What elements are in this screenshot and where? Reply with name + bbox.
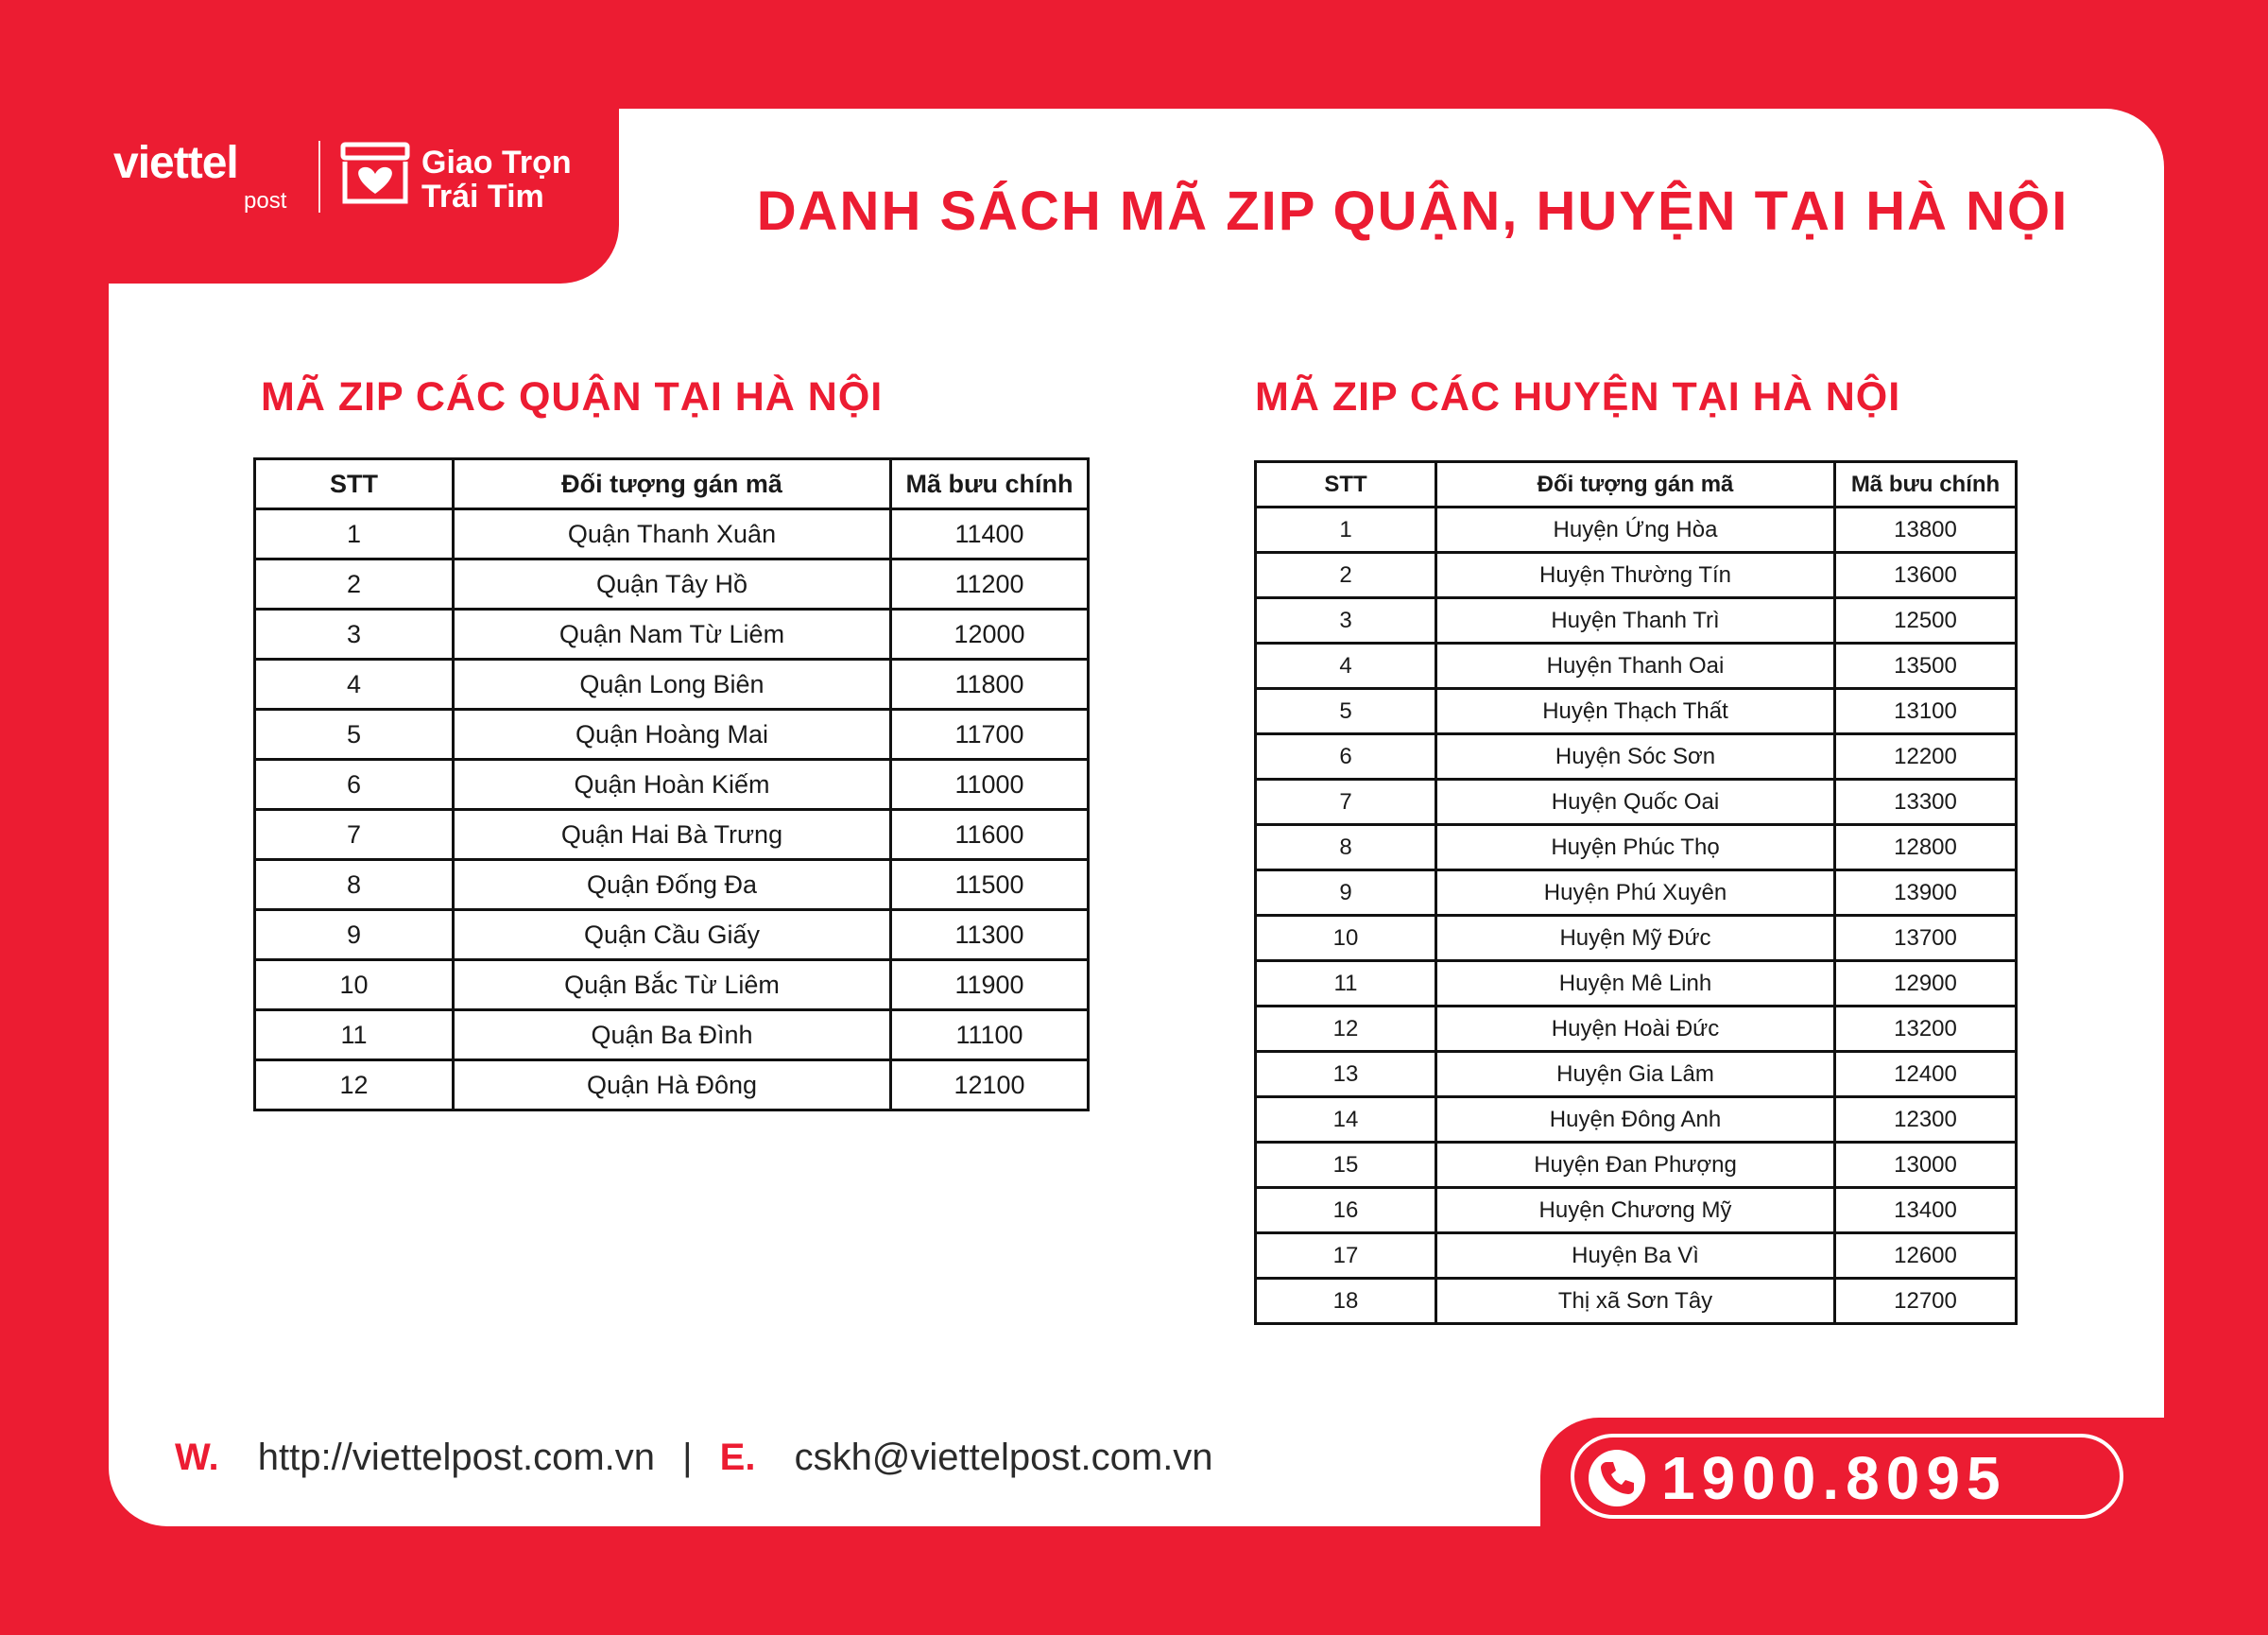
code-cell: 13100 <box>1835 689 2017 734</box>
slogan-line-1: Giao Trọn <box>421 145 572 181</box>
table-row <box>255 509 1089 559</box>
header-code: Mã bưu chính <box>1835 462 2017 508</box>
districts-title: MÃ ZIP CÁC QUẬN TẠI HÀ NỘI <box>261 374 884 420</box>
header-name: Đối tượng gán mã <box>1436 462 1835 508</box>
code-cell: 11800 <box>891 660 1089 710</box>
hotline-badge[interactable] <box>1571 1434 2123 1519</box>
logo-text: viettel <box>113 138 238 188</box>
table-row <box>255 1060 1089 1110</box>
email-link[interactable]: cskh@viettelpost.com.vn <box>794 1437 1213 1478</box>
header-code: Mã bưu chính <box>891 459 1089 509</box>
name-cell: Thị xã Sơn Tây <box>1436 1279 1835 1324</box>
stt-cell: 8 <box>255 860 454 910</box>
name-cell: Huyện Quốc Oai <box>1436 780 1835 825</box>
table-row <box>1256 689 2017 734</box>
stt-cell: 11 <box>1256 961 1436 1007</box>
stt-cell: 9 <box>1256 870 1436 916</box>
name-cell: Huyện Mê Linh <box>1436 961 1835 1007</box>
name-cell: Huyện Thanh Oai <box>1436 644 1835 689</box>
rural-table <box>1254 460 2018 1325</box>
table-row <box>1256 1233 2017 1279</box>
footer-separator: | <box>682 1437 693 1478</box>
table-row <box>1256 1188 2017 1233</box>
code-cell: 11100 <box>891 1010 1089 1060</box>
stt-cell: 1 <box>255 509 454 559</box>
name-cell: Quận Hoàng Mai <box>454 710 891 760</box>
name-cell: Huyện Sóc Sơn <box>1436 734 1835 780</box>
table-row <box>1256 1097 2017 1143</box>
name-cell: Quận Cầu Giấy <box>454 910 891 960</box>
name-cell: Quận Đống Đa <box>454 860 891 910</box>
code-cell: 11300 <box>891 910 1089 960</box>
code-cell: 11600 <box>891 810 1089 860</box>
page-title: DANH SÁCH MÃ ZIP QUẬN, HUYỆN TẠI HÀ NỘI <box>756 181 2070 242</box>
logo-sub: post <box>244 188 287 214</box>
code-cell: 13700 <box>1835 916 2017 961</box>
table-row <box>255 760 1089 810</box>
stt-cell: 6 <box>255 760 454 810</box>
table-row <box>1256 825 2017 870</box>
email-label: E. <box>719 1437 756 1478</box>
code-cell: 11700 <box>891 710 1089 760</box>
name-cell: Huyện Thạch Thất <box>1436 689 1835 734</box>
name-cell: Huyện Ba Vì <box>1436 1233 1835 1279</box>
name-cell: Quận Long Biên <box>454 660 891 710</box>
table-row <box>1256 916 2017 961</box>
table-row <box>1256 508 2017 553</box>
stt-cell: 14 <box>1256 1097 1436 1143</box>
name-cell: Quận Tây Hồ <box>454 559 891 610</box>
web-label: W. <box>175 1437 219 1478</box>
stt-cell: 16 <box>1256 1188 1436 1233</box>
code-cell: 12700 <box>1835 1279 2017 1324</box>
stt-cell: 1 <box>1256 508 1436 553</box>
stt-cell: 10 <box>1256 916 1436 961</box>
stt-cell: 8 <box>1256 825 1436 870</box>
table-row <box>255 559 1089 610</box>
code-cell: 12400 <box>1835 1052 2017 1097</box>
code-cell: 11200 <box>891 559 1089 610</box>
viettel-post-logo <box>106 137 597 232</box>
code-cell: 12900 <box>1835 961 2017 1007</box>
phone-icon <box>1588 1449 1646 1507</box>
stt-cell: 7 <box>255 810 454 860</box>
name-cell: Huyện Chương Mỹ <box>1436 1188 1835 1233</box>
stt-cell: 17 <box>1256 1233 1436 1279</box>
stt-cell: 12 <box>255 1060 454 1110</box>
code-cell: 12300 <box>1835 1097 2017 1143</box>
stt-cell: 12 <box>1256 1007 1436 1052</box>
table-row <box>1256 734 2017 780</box>
stt-cell: 3 <box>1256 598 1436 644</box>
hotline-number: 1900.8095 <box>1661 1444 2007 1512</box>
table-row <box>1256 1052 2017 1097</box>
table-row <box>255 960 1089 1010</box>
code-cell: 11900 <box>891 960 1089 1010</box>
name-cell: Huyện Hoài Đức <box>1436 1007 1835 1052</box>
table-row <box>1256 870 2017 916</box>
code-cell: 13800 <box>1835 508 2017 553</box>
stt-cell: 13 <box>1256 1052 1436 1097</box>
stt-cell: 5 <box>255 710 454 760</box>
name-cell: Quận Hoàn Kiếm <box>454 760 891 810</box>
stt-cell: 6 <box>1256 734 1436 780</box>
name-cell: Huyện Đông Anh <box>1436 1097 1835 1143</box>
name-cell: Quận Nam Từ Liêm <box>454 610 891 660</box>
name-cell: Quận Hai Bà Trưng <box>454 810 891 860</box>
districts-table <box>253 457 1090 1111</box>
code-cell: 12800 <box>1835 825 2017 870</box>
name-cell: Huyện Phúc Thọ <box>1436 825 1835 870</box>
logo-divider <box>318 141 320 213</box>
website-link[interactable]: http://viettelpost.com.vn <box>257 1437 655 1478</box>
table-row <box>1256 1143 2017 1188</box>
table-row <box>255 710 1089 760</box>
table-row <box>1256 1007 2017 1052</box>
stt-cell: 15 <box>1256 1143 1436 1188</box>
header-stt: STT <box>255 459 454 509</box>
name-cell: Huyện Gia Lâm <box>1436 1052 1835 1097</box>
code-cell: 11000 <box>891 760 1089 810</box>
name-cell: Quận Bắc Từ Liêm <box>454 960 891 1010</box>
code-cell: 13300 <box>1835 780 2017 825</box>
code-cell: 13900 <box>1835 870 2017 916</box>
stt-cell: 2 <box>255 559 454 610</box>
table-row <box>255 1010 1089 1060</box>
table-row <box>1256 598 2017 644</box>
code-cell: 13600 <box>1835 553 2017 598</box>
table-row <box>1256 961 2017 1007</box>
header-stt: STT <box>1256 462 1436 508</box>
header-name: Đối tượng gán mã <box>454 459 891 509</box>
table-row <box>1256 644 2017 689</box>
stt-cell: 4 <box>1256 644 1436 689</box>
table-row <box>255 810 1089 860</box>
code-cell: 11500 <box>891 860 1089 910</box>
code-cell: 12500 <box>1835 598 2017 644</box>
rural-title: MÃ ZIP CÁC HUYỆN TẠI HÀ NỘI <box>1255 374 1901 420</box>
table-row <box>255 660 1089 710</box>
code-cell: 11400 <box>891 509 1089 559</box>
code-cell: 13200 <box>1835 1007 2017 1052</box>
heart-hands-logo-icon <box>337 139 413 209</box>
stt-cell: 4 <box>255 660 454 710</box>
table-header-row <box>1256 462 2017 508</box>
stt-cell: 2 <box>1256 553 1436 598</box>
slogan-line-2: Trái Tim <box>421 179 544 215</box>
stt-cell: 18 <box>1256 1279 1436 1324</box>
code-cell: 12600 <box>1835 1233 2017 1279</box>
footer-contact <box>175 1437 1213 1479</box>
table-row <box>255 610 1089 660</box>
name-cell: Quận Thanh Xuân <box>454 509 891 559</box>
stt-cell: 11 <box>255 1010 454 1060</box>
name-cell: Huyện Đan Phượng <box>1436 1143 1835 1188</box>
stt-cell: 10 <box>255 960 454 1010</box>
name-cell: Quận Ba Đình <box>454 1010 891 1060</box>
table-row <box>1256 1279 2017 1324</box>
code-cell: 13400 <box>1835 1188 2017 1233</box>
name-cell: Huyện Ứng Hòa <box>1436 508 1835 553</box>
stt-cell: 5 <box>1256 689 1436 734</box>
code-cell: 12200 <box>1835 734 2017 780</box>
stt-cell: 7 <box>1256 780 1436 825</box>
name-cell: Quận Hà Đông <box>454 1060 891 1110</box>
name-cell: Huyện Phú Xuyên <box>1436 870 1835 916</box>
code-cell: 12100 <box>891 1060 1089 1110</box>
stt-cell: 9 <box>255 910 454 960</box>
table-row <box>255 860 1089 910</box>
table-header-row <box>255 459 1089 509</box>
name-cell: Huyện Thanh Trì <box>1436 598 1835 644</box>
table-row <box>1256 553 2017 598</box>
table-row <box>255 910 1089 960</box>
table-row <box>1256 780 2017 825</box>
name-cell: Huyện Mỹ Đức <box>1436 916 1835 961</box>
name-cell: Huyện Thường Tín <box>1436 553 1835 598</box>
code-cell: 13000 <box>1835 1143 2017 1188</box>
stt-cell: 3 <box>255 610 454 660</box>
code-cell: 12000 <box>891 610 1089 660</box>
code-cell: 13500 <box>1835 644 2017 689</box>
